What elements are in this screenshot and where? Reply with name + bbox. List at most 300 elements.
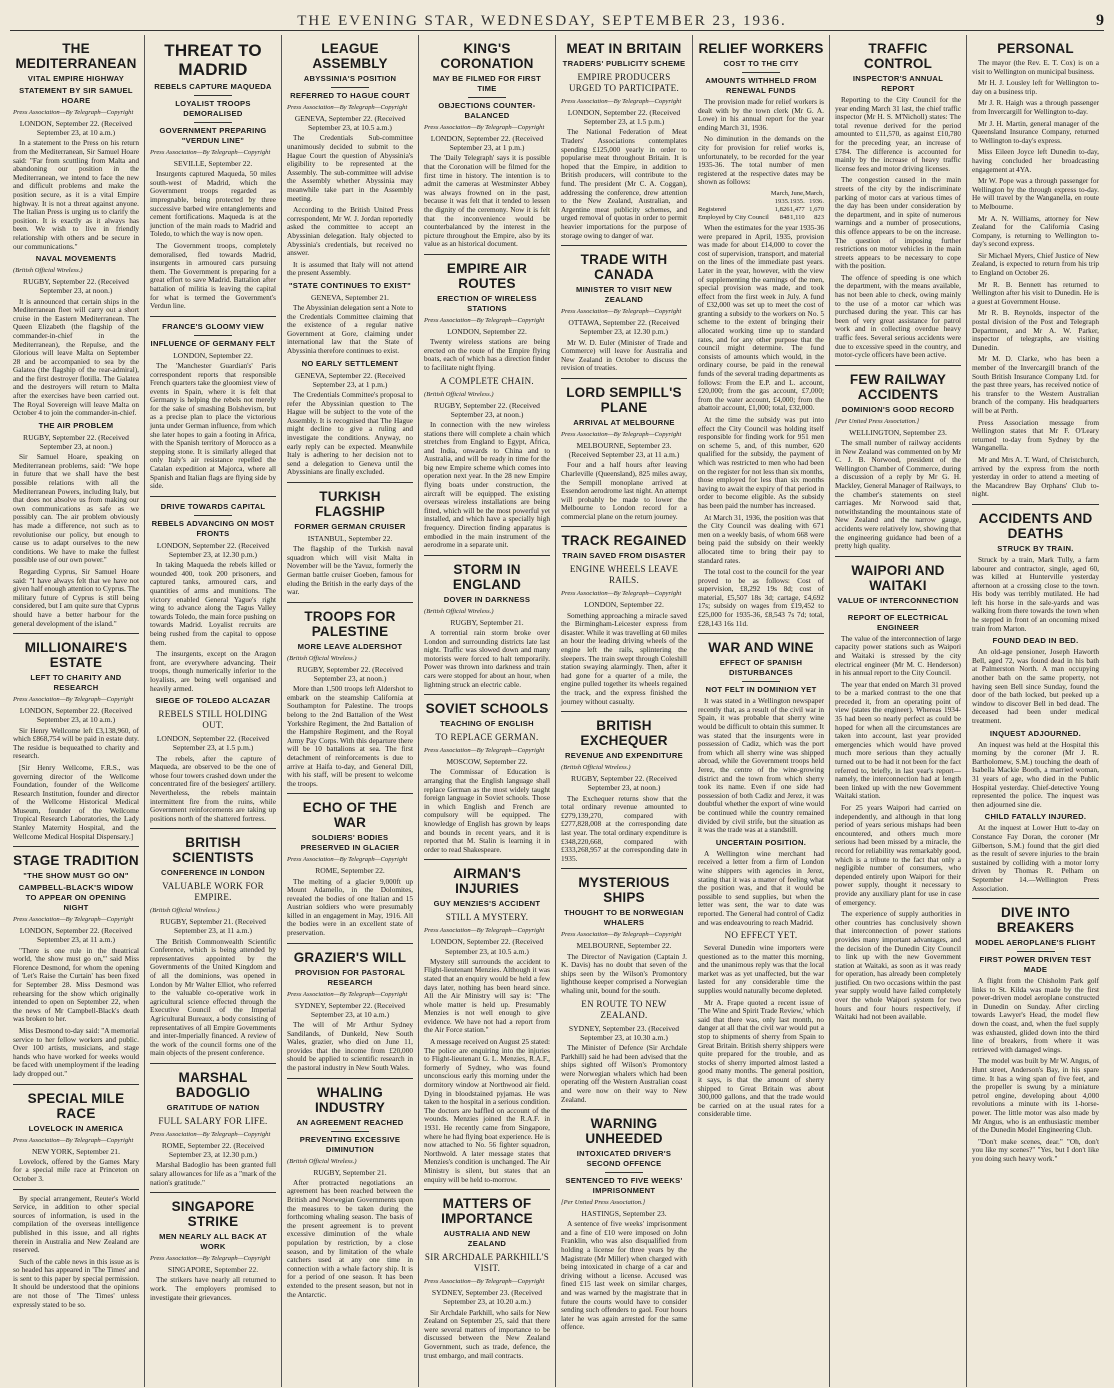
headline: AIRMAN'S INJURIES — [453, 866, 521, 897]
dateline: WELLINGTON, September 23. — [849, 427, 947, 437]
article-paragraph: Reporting to the City Council for the year ending March 31 last, the chief traffic inspector (Mr H. S. M'Nicholl) states: The total revenue derived for the period amounted to £11,570, as against £10,780 for the preceding year, an increase of £784. The difference is accounted for mainly by the increase of heavy traffic license fees and motor driving licenses. — [835, 95, 961, 173]
article-paragraph: Sir Michael Myers, Chief Justice of New Zealand, is expected to return from his trip to England on October 26. — [972, 250, 1099, 278]
table-cell: 1935. — [789, 197, 805, 205]
dateline: LONDON, September 22. — [447, 326, 527, 336]
article-paragraph: Regarding Cyprus, Sir Samuel Hoare said: "I have always felt that we have not given half enough attention to Cyprus. The military future of Cyprus is still being considered, but I am quite sure that Cyprus should have a better harbour for the general development of the island." — [13, 566, 139, 628]
headline-dash — [194, 122, 232, 123]
article-paragraph: Mr R. B. Reynolds, inspector of the postal division of the Post and Telegraph Department, and Mr A. W. Parker, inspector of telegraphs, are visiting Dunedin. — [972, 308, 1099, 352]
table-row — [698, 198, 824, 206]
article-paragraph: Four and a half hours after leaving Charleville (Queensland), 825 miles away, the Sempill monoplane arrived at Essendon aerodrome last night. An attempt will probably be made to lower the Melbourne to London record for a commercial plane on the return journey. — [561, 460, 687, 521]
subheadline: GRATITUDE OF NATION — [166, 1103, 260, 1112]
masthead — [10, 4, 1104, 31]
credit-line: Press Association—By Telegraph—Copyright — [561, 308, 682, 316]
dateline: LONDON, September 22. (Received September 23, at 10.5 a.m.) — [430, 937, 544, 956]
article-paragraph: It is assumed that Italy will not attend the present Assembly. — [287, 259, 413, 278]
article-paragraph: The small number of railway accidents in New Zealand was commented on by Mr C. J. B. Norwood, president of the Wellington Chamber of Commerce, during a discussion of a reply by Mr G. H. Mackley, General Manager of Railways, to the chamber's statements on steel carriages. Mr Norwood said that, notwithstanding the mountainous state of New Zealand and the narrow gauge, accidents were relatively low, showing that the engineering guidance had been of a pretty high quality. — [835, 438, 961, 551]
subheadline: MAY BE FILMED FOR FIRST TIME — [432, 74, 542, 93]
headline: SOVIET SCHOOLS — [425, 701, 549, 717]
headline-dash — [879, 609, 917, 610]
article-paragraph: The 'Daily Telegraph' says it is possible that the Coronation will be filmed for the first time in history. The intention is to admit the cameras at Westminster Abbey was always frowned on in the past, because it was felt that it tended to lessen the dignity of the ceremony. Now it is felt that the inconvenience would be counterbalanced by the interest in the picture throughout the Empire, also by its value as an historical document. — [424, 153, 550, 249]
headline: LEAGUE ASSEMBLY — [312, 41, 388, 71]
article-paragraph: A Wellington wine merchant had received a letter from a firm of London wine shippers with agencies in Jerez, stating that it was a matter of feeling what the position was, and that it would be possible to send supplies, but when the letter was sent, the war to date was reported. The General had control of Cadiz and was endeavouring to reach Madrid. — [698, 848, 824, 927]
headline: WAIPORI AND WAITAKI — [851, 562, 945, 593]
headline: MILLIONAIRE'S ESTATE — [24, 640, 128, 671]
article-paragraph: Marshal Badoglio has been granted full salary allowances for life as a "mark of the nation's gratitude." — [150, 1160, 276, 1187]
article-paragraph: Mr and Mrs A. T. Ward, of Christchurch, arrived by the express from the north yesterday in order to attend a meeting of the Macandrew Bay Orphans' Club to-night. — [972, 454, 1099, 499]
subheadline: NAVAL MOVEMENTS — [35, 254, 117, 264]
deck: VALUABLE WORK FOR EMPIRE. — [162, 881, 264, 903]
article-paragraph: The melting of a glacier 9,000ft up Mount Adamello, in the Dolomites, revealed the bodies of one Italian and 15 Austrian soldiers who were presumably killed in an engagement in May, 1916. All the bodies were in an excellent state of preservation. — [287, 876, 413, 938]
article-paragraph: Something approaching a miracle saved the Birmingham-Leicester express from disaster. While it was travelling at 60 miles an hour the leading driving wheels of the engine left the rails, splintering the sleepers. The train swept through Coleshill station swaying alarmingly. Then, after it had gone for a quarter of a mile, the engine pulled together its wheels regained the track, and the express finished the journey without casualty. — [561, 610, 687, 706]
subheadline: DOMINION'S GOOD RECORD — [841, 404, 955, 414]
article-paragraph: The Exchequer returns show that the total ordinary revenue amounted to £279,139,270, compared with £277,828,008 at the corresponding date last year. The total ordinary expenditure is £348,220,668, compared with £333,268,957 at the corresponding date in 1935. — [561, 793, 687, 863]
article-paragraph: Mr H. J. Lousley left for Wellington to-day on a business trip. — [972, 78, 1099, 96]
credit-line: (British Official Wireless.) — [561, 764, 631, 772]
article-paragraph: The experience of supply authorities in other countries has conclusively shown that interconnection of power stations provides many important advantages, and the decision of the Dunedin City Council to link up with the new Government station at Waitaki, as soon as it was ready for operation, has already been completely justified. On two occasions within the past year supply would have failed completely over the whole Waipori system for two hours and four hours respectively, if Waitaki had not been available. — [835, 909, 961, 1022]
article-paragraph: For 25 years Waipori had carried on independently, and although in that long period of years serious mishaps had been encountered, and others much more serious had been missed by a miracle, the record for reliability was remarkably good, which is a tribute to the fact that only a negligible number of consumers, who depended entirely upon Waipori for their power supply, thought it necessary to provide any auxiliary plant for use in case of emergency. — [835, 803, 961, 907]
table-cell: 1935. — [774, 197, 790, 205]
credit-line: Press Association—By Telegraph—Copyright — [150, 1255, 271, 1263]
article-separator — [287, 602, 413, 603]
headline: EMPIRE AIR ROUTES — [446, 260, 528, 291]
dateline: SYDNEY, September 23. (Received September 23, at 10.30 a.m.) — [568, 1023, 680, 1042]
credit-line: Press Association—By Telegraph—Copyright — [424, 747, 545, 755]
headline: WARNING UNHEEDED — [585, 1116, 663, 1147]
article-paragraph: The model was built by Mr W. Angus, of Hunt street, Anderson's Bay, in his spare time. It has a wing span of five feet, and the propeller is swung by a miniature petrol engine, developing about 4,000 revolutions a minute with its 1-horse-power. The little motor was also made by Mr Angus, who is an enthusiastic member of the Dunedin Model Engineering Club. — [972, 1056, 1099, 1135]
article-separator — [13, 1189, 139, 1190]
article-paragraph: No diminution in the demands on the city for provision for relief works is, unfortunately, to be recorded for the year 1935-36. The total number of men registered at the respective dates may be shown as follows: — [698, 134, 824, 187]
subheadline: MEN NEARLY ALL BACK AT WORK — [159, 1232, 267, 1252]
headline: WAR AND WINE — [708, 640, 814, 656]
article-paragraph: An old-age pensioner, Joseph Haworth Bell, aged 72, was found dead in his bath at Palmerston North. A man occupying another bath on the same property, not having seen Bell since Sunday, found the door of the bath locked, but peeked up a window to discover Bell in bed dead. The deceased had been under medical treatment. — [972, 647, 1099, 725]
headline: STAGE TRADITION — [13, 853, 139, 869]
deck: FULL SALARY FOR LIFE. — [158, 1116, 268, 1126]
credit-line: Press Association—By Telegraph—Copyright — [561, 98, 682, 105]
article-paragraph: Mr A. N. Williams, attorney for New Zealand for the California Casing Company, is returning to Wellington to-day's second express. — [972, 213, 1099, 249]
subheadline: REVENUE AND EXPENDITURE — [564, 751, 683, 761]
headline: THREAT TO MADRID — [164, 41, 262, 79]
credit-line: Press Association—By Telegraph—Copyright — [424, 124, 545, 131]
page-number: 9 — [1096, 12, 1104, 29]
headline: GRAZIER'S WILL — [293, 949, 407, 965]
deck: TO REPLACE GERMAN. — [435, 732, 539, 743]
article-paragraph: Mystery still surrounds the accident to Flight-lieutenant Menzies. Although it was stated that an enquiry would be held a few days later, nothing has been heard since. All the Air Ministry will say is: "The whole matter is held up. Presumably Menzies is not well enough to give evidence. We have not had a report from the Air Force station." — [424, 956, 550, 1035]
article-paragraph: The provision made for relief workers is dealt with by the town clerk (Mr G. A. Lowe) in his annual report for the year ending March 31, 1936. — [698, 97, 824, 132]
article-paragraph: According to the British United Press correspondent, Mr W. J. Jordan reportedly asked the committee to accept an Abyssinian delegation. Italy objected to Abyssinia's credentials, but received no answer. — [287, 205, 413, 258]
subheadline: VALUE OF INTERCONNECTION — [837, 595, 959, 605]
article-separator — [287, 943, 413, 944]
headline: FEW RAILWAY ACCIDENTS — [849, 371, 947, 402]
subheadline: SENTENCED TO FIVE WEEKS' IMPRISONMENT — [565, 1176, 683, 1196]
table-cell — [698, 198, 770, 206]
credit-line: Press Association—By Telegraph—Copyright — [13, 916, 134, 924]
article-paragraph: Mr W. Pope was a through passenger for Wellington by the through express to-day. He will travel by the Wanganella, en route to Melbourne. — [972, 176, 1099, 211]
headline: TRADE WITH CANADA — [580, 252, 668, 283]
article-separator — [561, 378, 687, 379]
subheadline: AN AGREEMENT REACHED — [296, 1117, 404, 1127]
headline: ECHO OF THE WAR — [302, 800, 398, 831]
article-paragraph: In a statement to the Press on his return from the Mediterranean, Sir Samuel Hoare said: "Far from scuttling from Malta and abandoning our position in the Mediterranean, we intend to face the new and difficult problems and make the position secure, as it is a vital Empire highway. It is not a threat against anyone. The Italian Press is urging us to clarify the position. It is exactly as it always has been. We wish to live in friendly relationship with others and be secure in our communications." — [13, 138, 139, 251]
table-cell: 1936. — [809, 197, 824, 205]
subheadline: LOVELOCK IN AMERICA — [28, 1123, 124, 1133]
deck: STILL A MYSTERY. — [445, 912, 529, 923]
article-separator — [424, 254, 550, 255]
deck: NO EFFECT YET. — [724, 930, 798, 941]
subheadline: AMOUNTS WITHHELD FROM RENEWAL FUNDS — [705, 76, 817, 95]
subheadline: TRAIN SAVED FROM DISASTER — [562, 551, 686, 561]
credit-line: [Per United Press Association.] — [835, 417, 920, 425]
headline-dash — [468, 97, 506, 98]
subheadline: ABYSSINIA'S POSITION — [303, 74, 397, 83]
credit-line: (British Official Wireless.) — [287, 654, 357, 662]
article-separator — [287, 793, 413, 794]
dateline: LONDON, September 22. — [173, 350, 253, 360]
dateline: GENEVA, September 21. — [311, 292, 389, 302]
headline: LORD SEMPILL'S PLANE — [566, 384, 682, 415]
dateline: SYDNEY, September 23. (Received September 23, at 10.20 a.m.) — [431, 1288, 543, 1307]
subheadline: FIRST POWER DRIVEN TEST MADE — [979, 955, 1092, 975]
article-paragraph: The flagship of the Turkish naval squadron which will visit Malta in November will be the Yavuz, formerly the German battle cruiser Goeben, famous for eluding the British in the early days of the war. — [287, 544, 413, 597]
subheadline: CHILD FATALLY INJURED. — [984, 812, 1087, 822]
article-paragraph: The mayor (the Rev. E. T. Cox) is on a visit to Wellington on municipal business. — [972, 58, 1099, 76]
article-paragraph: The offence of speeding is one which the department, with the means available, has not been able to check, owing mainly to the use of a motor car which was purchased during the year. This car has been of very great assistance for patrol work and in collecting overdue heavy traffic fees. Several serious accidents were due to excessive speed in the country, and motor-cycle officers have been active. — [835, 272, 961, 360]
subheadline: VITAL EMPIRE HIGHWAY — [27, 74, 125, 83]
article-paragraph: A torrential rain storm broke over London and surrounding districts late last night. Traffic was slowed down and many motorists were forced to halt temporarily. Power was thrown into darkness and train cars were stopped for about an hour, when lightning struck an electric cable. — [424, 628, 550, 689]
headline: MARSHAL BADOGLIO — [175, 1070, 251, 1100]
headline: SPECIAL MILE RACE — [27, 1090, 125, 1121]
credit-line: Press Association—By Telegraph—Copyright — [13, 696, 134, 704]
credit-line: Press Association—By Telegraph—Copyright — [287, 104, 408, 111]
table-cell: Registered — [698, 205, 727, 213]
article-paragraph: Miss Desmond to-day said: "A memorial service to her fellow workers and public. Over 100 artists, musicians, and stage hands who have worked for weeks would be faced with unemployment if the leading lady dropped out." — [13, 1026, 139, 1078]
dateline: LONDON, September 22. (Received September 23, at 10 a.m.) — [19, 706, 133, 725]
article-paragraph: The insurgents, except on the Aragon front, are everywhere advancing. Their troops, though numerically inferior to the loyalists, are being well organised and heavily armed. — [150, 649, 276, 693]
table-cell: 1,670 — [809, 205, 824, 213]
dateline: MELBOURNE, September 23. (Received September 23, at 11 a.m.) — [568, 440, 680, 460]
article-separator — [150, 316, 276, 317]
headline: TROOPS FOR PALESTINE — [304, 608, 396, 639]
subheadline: LOYALIST TROOPS DEMORALISED — [175, 99, 251, 118]
headline: SINGAPORE STRIKE — [171, 1199, 255, 1230]
credit-line: Press Association—By Telegraph—Copyright — [287, 856, 408, 864]
article-paragraph: After protracted negotiations an agreement has been reached between the British and Norwegian Governments upon the measures to be taken during the forthcoming whaling season. The basis of the present agreement is to prevent excessive diminution of the whale population by restriction, by a close season, and by limitation of the whale catchers used at any one time in connection with a whale factory ship. It is for a period of one season. It has been extended to the present season, but not in the Antarctic. — [287, 1177, 413, 1299]
article-paragraph: [Sir Henry Wellcome, F.R.S., was governing director of the Wellcome Foundation, founder of the Wellcome Research Institution, founder and director of the Wellcome Historical Medical Museum, founder of the Wellcome Tropical Research Laboratories, the Lady Stanley Maternity Hospital, and the Wellcome Medical Hospital Dispensary.] — [13, 762, 139, 841]
dateline: MELBOURNE, September 22. — [576, 941, 672, 951]
article-paragraph: The value of the interconnection of large capacity power stations such as Waipori and Waitaki is stressed by the city electrical engineer (Mr M. C. Henderson) in his annual report to the City Council. — [835, 633, 961, 678]
dateline: GENEVA, September 22. (Received September 23, at 10.5 a.m.) — [294, 114, 406, 133]
article-separator — [13, 633, 139, 634]
article-separator — [835, 365, 961, 366]
dateline: ROME, September 22. — [315, 866, 385, 876]
headline: MATTERS OF IMPORTANCE — [441, 1196, 533, 1227]
article-paragraph: The strikers have nearly all returned to work. The employers promised to investigate their grievances. — [150, 1275, 276, 1302]
article-paragraph: Twenty wireless stations are being erected on the route of the Empire flying boats, each of which has a direction finder to facilitate night flying. — [424, 337, 550, 372]
article-paragraph: Sir Archdale Parkhill, who sails for New Zealand on September 25, said that there were several matters of importance to be discussed between the New Zealand Government, such as trade, defence, the trust embargo, and mail contracts. — [424, 1307, 550, 1360]
article-separator — [424, 859, 550, 860]
table-cell: 1,477 — [789, 205, 805, 213]
credit-line: (British Official Wireless.) — [424, 607, 494, 615]
table-cell: March, — [770, 189, 790, 197]
article-paragraph: The congestion caused in the main streets of the city by the indiscriminate parking of motor cars at various times of the day has been under consideration by the department, and in spite of numerous warnings and a number of prosecutions, this offence appears to be on the increase. The question of imposing further restrictions on motor vehicles in the main streets appears to be necessary to cope with the position. — [835, 175, 961, 271]
credit-line: Press Association—By Telegraph—Copyright — [150, 149, 271, 156]
column-1 — [8, 35, 145, 1387]
subheadline: REPORT OF ELECTRICAL ENGINEER — [847, 612, 949, 632]
headline: BRITISH SCIENTISTS — [172, 835, 254, 866]
headline-dash — [194, 95, 232, 96]
subheadline: ERECTION OF WIRELESS STATIONS — [437, 293, 537, 313]
article-paragraph: More than 1,500 troops left Aldershot to embark on the steamship California at Southampton for Palestine. The troops belong to the 2nd Battalion of the West Yorkshire Regiment, the 2nd Battalion of the Hampshire Regiment, and the Royal Army Pay Corps. With this departure there will be 10 battalions at sea. The first detachment of reinforcements is due to arrive at Haifa to-day, and General Dill, with his staff, will be present to welcome the troops. — [287, 684, 413, 788]
dateline: ROME, September 22. (Received September 23, at 12.30 p.m.) — [161, 1141, 265, 1160]
article-paragraph: The rebels, after the capture of Maqueda, are observed to be the one of whose four towers crashed down under the concentrated fire of the besiegers' artillery. Nevertheless, the rebels maintain intermittent fire from the ruins, while Government reinforcements are taking up positions north of the shattered fortress. — [150, 753, 276, 823]
headline: TRACK REGAINED — [561, 533, 687, 549]
subheadline: COST TO THE CITY — [723, 59, 799, 68]
subheadline: PROVISION FOR PASTORAL RESEARCH — [294, 967, 406, 987]
subheadline: THE AIR PROBLEM — [38, 420, 114, 430]
article-separator — [150, 1192, 276, 1193]
article-paragraph: The Government troops, completely demoralised, fled towards Madrid, insurgents in armoured cars pursuing them. The Government is preparing for a great effort to save Madrid. Battalion after battalion of militia is leaving the capital for what is termed the Government's Verdun line. — [150, 240, 276, 311]
credit-line: Press Association—By Telegraph—Copyright — [561, 430, 682, 438]
credit-line: Press Association—By Telegraph—Copyright — [561, 931, 682, 939]
article-paragraph: The British Commonwealth Scientific Conference, which is being attended by representatives appointed by the Governments of the United Kingdom and of all the dominions, was opened in London by Mr Walter Elliot, who referred to the valuable co-operative work in agricultural science effected through the Executive Council of the Imperial Agricultural Bureaux, a body consisting of representatives of all Empire Governments and inter-Imperially financed. A review of the work of the council forms one of the main objects of the present conference. — [150, 936, 276, 1058]
subheadline: TEACHING OF ENGLISH — [440, 719, 534, 729]
article-paragraph: Mr M. D. Clarke, who has been a member of the Invercargill branch of the South British Insurance Company Ltd. for the past three years, has received notice of his transfer to the Western Australian branch of the company. His headquarters will be at Perth. — [972, 354, 1099, 415]
subheadline: CAMPBELL-BLACK'S WIDOW TO APPEAR ON OPENING NIGHT — [18, 883, 134, 913]
article-paragraph: A sentence of five weeks' imprisonment and a fine of £10 were imposed on John Franklin, who was also disqualified from holding a license for three years by the Magistrate (Mr Miller) when charged with being intoxicated in charge of a car and driving without a license. Accused was fined £15 last week on similar charges, and was warned by the magistrate that in future the courts would have to consider sending such offenders to gaol. Four hours later he was again arrested for the same offence. — [561, 1219, 687, 1332]
table-cell: 823 — [814, 213, 824, 221]
subheadline: GOVERNMENT PREPARING "VERDUN LINE" — [159, 126, 267, 145]
table-cell: 848 — [779, 213, 790, 221]
headline: STORM IN ENGLAND — [452, 561, 522, 592]
credit-line: (British Official Wireless.) — [424, 390, 494, 398]
dateline: LONDON, September 22. (Received September 23, at 10 a.m.) — [19, 119, 133, 138]
article-paragraph: Press Association message from Wellington states that Mr F. O'Leary returned to-day from Sydney by the Wanganella. — [972, 417, 1099, 453]
subheadline: THOUGHT TO BE NORWEGIAN WHALERS — [564, 908, 684, 928]
article-paragraph: The Director of Navigation (Captain J. K. Davis) has no doubt that seven of the ships seen by the Wilson's Promontory lighthouse keeper comprised a Norwegian whaling unit, bound for the south. — [561, 951, 687, 995]
subheadline: "STATE CONTINUES TO EXIST" — [288, 280, 412, 290]
article-paragraph: A flight from the Chisholm Park golf links to St. Kilda was made by the first power-driven model aeroplane constructed in Dunedin on Sunday. After circling towards Lawyer's Head, the model flew down the coast, and, when the fuel supply was exhausted, glided down into the third line of breakers, from where it was retrieved with damaged wings. — [972, 976, 1099, 1054]
article-paragraph: "Don't make scenes, dear." "Oh, don't you like my scenes?" "Yes, but I don't like you doing such heavy work." — [972, 1136, 1099, 1163]
dateline: LONDON, September 22. (Received September 23, at 1 p.m.) — [430, 134, 544, 153]
masthead-title: THE EVENING STAR, WEDNESDAY, SEPTEMBER 23, 1936. — [297, 13, 787, 29]
credit-line: Press Association—By Telegraph—Copyright — [424, 927, 545, 935]
article-paragraph: The National Federation of Meat Traders' Associations contemplates spending £125,000 yearly in order to popularise meat throughout Britain. It is hoped that the Empire, in addition to British producers, will contribute to the fund. The president (Mr C. A. Coggan), addressing the conference, drew attention to the New Zealand, Australian, and Argentine meat publicity schemes, and urged removal of quotas in order to permit heavier importations for the purpose of storage owing to danger of war. — [561, 127, 687, 240]
article-paragraph: An inquest was held at the Hospital this morning by the coroner (Mr J. R. Bartholomew, S.M.) touching the death of Isabella Mackie Booth, a married woman, 31 years of age, who died in the Public Hospital yesterday. Chief-detective Young represented the police. The inquest was then adjourned sine die. — [972, 739, 1099, 809]
article-separator — [150, 496, 276, 497]
subheadline: EFFECT OF SPANISH DISTURBANCES — [719, 658, 803, 678]
article-paragraph: Sir Samuel Hoare, speaking on Mediterranean problems, said: "We hope in future that we shall have the best possible relations with all the Mediterranean Powers, including Italy, but that does not absolve us from making our own communications as safe as we possibly can. The air problem obviously has made a difference, not such as to revolutionise our policy, but enough to cause us to adapt ourselves to the new conditions. We have to make the fullest possible use of our own power." — [13, 452, 139, 565]
article-paragraph: In taking Maqueda the rebels killed or wounded 400, took 200 prisoners, and captured tanks, armoured cars, and quantities of arms and munitions. The victory enabled General Yague's right wing to advance along the Tagus Valley towards Toledo, the main force pushing on towards Madrid. Loyalist recruits are being rushed from the capital to oppose them. — [150, 560, 276, 647]
article-paragraph: Insurgents captured Maqueda, 50 miles south-west of Madrid, which the Government troops regarded as impregnable, being protected by three successive barbed wire entanglements and cement fortifications. Maqueda is at the junction of the main roads to Madrid and Toledo, to which the way is now open. — [150, 169, 276, 239]
dateline: LONDON, September 22. — [584, 600, 664, 610]
headline: MYSTERIOUS SHIPS — [578, 875, 670, 906]
headline-dash — [194, 515, 232, 516]
table-cell — [698, 190, 770, 198]
dateline: SEVILLE, September 22. — [173, 159, 253, 168]
article-paragraph: The Commissar of Education is arranging that the English language shall replace German as the most widely taught foreign language in Soviet schools. Those in which English and French are compulsory will be equipped. The knowledge of English has grown by leaps and bounds in recent years, and it is reported that M. Stalin is learning it in order to read Shakespeare. — [424, 767, 550, 854]
article-paragraph: Mr J. R. Haigh was a through passenger from Invercargill for Wellington to-day. — [972, 98, 1099, 116]
subheadline: LEFT TO CHARITY AND RESEARCH — [30, 673, 122, 693]
table-cell: Employed by City Council — [698, 213, 769, 221]
subheadline: NOT FELT IN DOMINION YET — [705, 685, 817, 695]
article-separator — [150, 828, 276, 829]
dateline: MOSCOW, September 22. — [446, 757, 528, 767]
column-2 — [145, 35, 282, 1387]
headline: PERSONAL — [997, 41, 1074, 56]
credit-line: (British Official Wireless.) — [287, 1157, 357, 1165]
subheadline: CONFERENCE IN LONDON — [161, 868, 265, 878]
subheadline: GUY MENZIES'S ACCIDENT — [433, 899, 541, 909]
subheadline: ARRIVAL AT MELBOURNE — [573, 417, 675, 427]
subheadline: PREVENTING EXCESSIVE DIMINUTION — [299, 1134, 401, 1154]
article-paragraph: Struck by a train, Mark Tully, a farm labourer and contractor, single, aged 60, was killed at Hunterville yesterday afternoon at a crossing close to the town. His body was terribly mutilated. He had left his horse in the sale-yards and was walking from there towards the town when he stepped in front of an oncoming mixed train from Marton. — [972, 554, 1099, 633]
article-paragraph: Several Dunedin wine importers were questioned as to the matter this morning, and the unanimous reply was that the local market was as yet unaffected, but the war lasted for any considerable time the supplies would naturally become depleted. — [698, 943, 824, 996]
dateline: LONDON, September 22. (Received September 23, at 1.5 p.m.) — [156, 734, 270, 753]
subheadline: TRADERS' PUBLICITY SCHEME — [562, 59, 686, 68]
article-paragraph: Mr W. D. Euler (Minister of Trade and Commerce) will leave for Australia and New Zealand in October to discuss the revision of treaties. — [561, 337, 687, 373]
credit-line: (British Official Wireless.) — [150, 907, 220, 915]
article-separator — [972, 504, 1099, 505]
table-row — [698, 206, 824, 214]
deck: REBELS STILL HOLDING OUT. — [158, 709, 268, 731]
article-paragraph: The Abyssinian delegation sent a Note to the Credentials Committee claiming that the existence of a regular native Government at Gore, claiming under international law that the State of Abyssinia therefore continues to exist. — [287, 303, 413, 356]
dateline: LONDON, September 22. (Received September 23, at 12.30 p.m.) — [156, 540, 270, 560]
dateline: RUGBY, September 21. — [313, 1167, 387, 1177]
dateline: OTTAWA, September 22. (Received September 23, at 12.30 p.m.) — [568, 318, 680, 337]
headline-dash — [331, 87, 369, 88]
subheadline: REBELS CAPTURE MAQUEDA — [154, 82, 272, 91]
dateline: SYDNEY, September 22. (Received September 23, at 10 a.m.) — [294, 1000, 406, 1019]
column-7 — [830, 35, 967, 1387]
subheadline: INFLUENCE OF GERMANY FELT — [150, 338, 276, 348]
article-paragraph: At March 31, 1936, the position was that the City Council was dealing with 671 men on a weekly basis, of whom 668 were being paid the subsidy on their weekly allocated time to bring their pay to standard rates. — [698, 512, 824, 565]
dateline: RUGBY, September 22. (Received September 23, at noon.) — [297, 664, 403, 683]
dateline: LONDON, September 22. (Received September 23, at 1.5 p.m.) — [567, 108, 681, 127]
subheadline: REFERRED TO HAGUE COURT — [290, 91, 410, 100]
dateline: RUGBY, September 21. — [450, 617, 524, 627]
table-row — [698, 214, 824, 222]
subheadline: SIEGE OF TOLEDO ALCAZAR — [155, 696, 271, 706]
headline: KING'S CORONATION — [440, 41, 534, 71]
dateline: RUGBY, September 22. (Received September 23, at noon.) — [571, 774, 677, 793]
article-paragraph: The 'Manchester Guardian's' Paris correspondent reports that responsible French quarters take the gloomiest view of events in Spain, where it is felt that Germany is helping the rebels not merely for the sake of smashing Bolshevism, but as a precise plan to place the victorious junta under German influence, from which she later hopes to gain a footing in Africa, with the Spanish territory of Morocco as a stepping stone. It is similarly alleged that only Italy's air resistance repelled the Catalan expedition at Majorca, where all Spanish and Italian flags are flying side by side. — [150, 360, 276, 491]
article-paragraph: By special arrangement, Reuter's World Service, in addition to other special sources of information, is used in the compilation of the overseas intelligence published in this issue, and all rights therein in Australia and New Zealand are reserved. — [13, 1193, 139, 1255]
column-3 — [282, 35, 419, 1387]
article-separator — [424, 555, 550, 556]
subheadline: "THE SHOW MUST GO ON" — [23, 871, 129, 881]
subheadline: FRANCE'S GLOOMY VIEW — [162, 321, 264, 331]
credit-line: (British Official Wireless.) — [13, 267, 83, 275]
article-paragraph: Such of the cable news in this issue as is so headed has appeared in 'The Times' and is sent to this paper by special permission. It should be understood that the opinions are not those of 'The Times' unless expressly stated to be so. — [13, 1256, 139, 1309]
dateline: ISTANBUL, September 22. — [307, 534, 393, 544]
credit-line: Press Association—By Telegraph—Copyright — [13, 1136, 134, 1144]
article-paragraph: The total cost to the council for the year proved to be as follows: Cost of supervision, £8,292 19s 8d; cost of material, £5,507 18s 3d; cartage, £4,692 17s; subsidy on wages from £19,452 to £25,000 for 1935-36, £8,543 7s 7d; total, £28,143 16s 11d. — [698, 567, 824, 628]
article-paragraph: At the time the subsidy was put into effect the City Council was holding itself responsible for finding work for 951 men on scheme 5, and, of this number, 620 qualified for the subsidy, the payment of which was restricted to men who had been on the register for not less than six months, those employed for less than six months having to await the expiry of that period in order to become eligible. As the subsidy has been paid the number has increased. — [698, 415, 824, 510]
headline: RELIEF WORKERS — [698, 41, 824, 56]
subheadline: SOLDIERS' BODIES PRESERVED IN GLACIER — [300, 833, 400, 853]
headline: THE MEDITERRANEAN — [15, 41, 137, 71]
table-row — [698, 190, 824, 198]
subheadline: MORE LEAVE ALDERSHOT — [297, 641, 403, 651]
subheadline: FORMER GERMAN CRUISER — [294, 522, 406, 532]
credit-line: Press Association—By Telegraph—Copyright — [424, 316, 545, 324]
credit-line: Press Association—By Telegraph—Copyright — [13, 109, 134, 116]
article-paragraph: At the inquest at Lower Hutt to-day on Constance Fay Doran, the coroner (Mr Gilbertson, S.M.) found that the girl died as the result of severe injuries to the brain sustained by colliding with a motor lorry driven by Thomas R. Pelham on September 14.—Wellington Press Association. — [972, 823, 1099, 893]
subheadline: STATEMENT BY SIR SAMUEL HOARE — [19, 86, 133, 105]
article-separator — [13, 846, 139, 847]
columns — [8, 35, 1106, 1387]
subheadline: OBJECTIONS COUNTER-BALANCED — [438, 101, 536, 120]
headline-dash — [331, 1131, 369, 1132]
subheadline: INQUEST ADJOURNED. — [989, 728, 1082, 738]
article-paragraph: The Credentials Sub-committee unanimously decided to submit to the Hague Court the question of Abyssinia's eligibility to be represented at the Assembly. The sub-committee will advise the Assembly whether Abyssinia may meanwhile take part in the Assembly meeting. — [287, 133, 413, 203]
subheadline: INTOXICATED DRIVER'S SECOND OFFENCE — [576, 1149, 672, 1169]
headline-dash — [742, 72, 780, 73]
deck: EMPIRE PRODUCERS URGED TO PARTICIPATE. — [568, 72, 680, 93]
subheadline: STRUCK BY TRAIN. — [997, 543, 1074, 553]
dateline: RUGBY, September 22. (Received September 23, at noon.) — [23, 432, 129, 452]
article-separator — [150, 1063, 276, 1064]
subheadline: UNCERTAIN POSITION. — [715, 837, 807, 847]
article-separator — [561, 1109, 687, 1110]
headline: DIVE INTO BREAKERS — [996, 905, 1075, 936]
dateline: RUGBY, September 21. (Received September 23, at 11 a.m.) — [160, 917, 266, 936]
article-paragraph: The Credentials Committee's proposal to refer the Abyssinian question to The Hague will be subject to the vote of the Assembly. It is recognised that The Hague might decline to give a ruling and investigate the conditions. Anyway, no early reply can be expected. Meanwhile Italy is adhering to her decision not to send a delegation to Geneva until the Abyssinians are finally excluded. — [287, 390, 413, 477]
dateline: RUGBY, September 22. (Received September 23, at noon.) — [434, 400, 540, 419]
dateline: HASTINGS, September 23. — [581, 1209, 667, 1219]
article-paragraph: The Minister of Defence (Sir Archdale Parkhill) said he had been advised that the ships sighted off Wilson's Promontory were Norwegian whalers which had been operating off the Western Australian coast and were now on their way to New Zealand. — [561, 1042, 687, 1104]
dateline: LONDON, September 22. (Received September 23, at 11 a.m.) — [19, 926, 133, 945]
dateline: GENEVA, September 22. (Received September 23, at 1 p.m.) — [294, 370, 406, 389]
article-separator — [698, 633, 824, 634]
dateline: SINGAPORE, September 22. — [167, 1265, 259, 1275]
article-separator — [561, 711, 687, 712]
subheadline: MINISTER TO VISIT NEW ZEALAND — [575, 285, 673, 305]
article-paragraph: Lovelock, offered by the Games Mary for a special mile race at Princeton on October 3. — [13, 1156, 139, 1183]
deck: SIR ARCHDALE PARKHILL'S VISIT. — [424, 1252, 550, 1274]
column-6 — [693, 35, 830, 1387]
article-separator — [424, 1189, 550, 1190]
deck: ENGINE WHEELS LEAVE RAILS. — [569, 564, 679, 586]
headline: WHALING INDUSTRY — [314, 1084, 386, 1115]
relief-workers-table — [698, 190, 824, 222]
subheadline: INSPECTOR'S ANNUAL REPORT — [852, 74, 944, 93]
credit-line: Press Association—By Telegraph—Copyright — [150, 1131, 271, 1138]
article-paragraph: The will of Mr Arthur Sydney Sandilands, of Dunkeld, New South Wales, grazier, who died on June 11, provides that the income from £20,000 should be applied to scientific research in the pastoral industry in New South Wales. — [287, 1020, 413, 1073]
column-8 — [967, 35, 1104, 1387]
headline-dash — [1017, 951, 1055, 952]
subheadline: FOUND DEAD IN BED. — [992, 636, 1079, 646]
article-separator — [424, 694, 550, 695]
subheadline: DOVER IN DARKNESS — [443, 594, 531, 604]
article-paragraph: A message received on August 25 stated: The police are enquiring into the injuries to Flight-lieutenant G. L. Menzies, R.A.F., formerly of Sydney, who was found unconscious early this morning under the dormitory window at Northwood air field. Dying in bloodstained pyjamas. He was taken to the hospital in a serious condition. The doctors are baffled on account of the wounds. Menzies joined the R.A.F. in 1931. He recently came from Singapore, where he had flying boat experience. He is now attached to No. 56 fighter squadron, Northwold. A later message states that Menzies's condition is unchanged. The Air Ministry is silent, but states that an enquiry will be held to-morrow. — [424, 1037, 550, 1184]
subheadline: NO EARLY SETTLEMENT — [301, 358, 399, 368]
subheadline: AUSTRALIA AND NEW ZEALAND — [443, 1229, 531, 1249]
article-paragraph: When the estimates for the year 1935-36 were prepared in April, 1935, provision was made for about £14,000 to cover the cost of supervision, transport, and material on the lines of the immediate past years. Later in the year, however, with the view of supplementing the earnings of the men, special provision was made, and took effect from the first week in July. A fund of £32,000 was set up to meet the cost of granting a subsidy to the workers on No. 5 scheme to the extent of bringing their allocated working time up to standard rates, and for any other purpose that the council might determine. The fund consists of amounts which would, in the ordinary course, be paid in the renewal funds of the several trading departments as follows: From the E.P. and L. account, £20,000; from the gas account, £7,000; from the water account, £4,000; from the abattoir account, £1,000; total, £32,000. — [698, 222, 824, 413]
headline: TURKISH FLAGSHIP — [315, 489, 385, 520]
article-separator — [287, 482, 413, 483]
headline-dash — [194, 335, 232, 336]
credit-line: Press Association—By Telegraph—Copyright — [424, 1278, 545, 1286]
article-paragraph: It was stated in a Wellington newspaper recently that, as a result of the civil war in Spain, it was probable that sherry wine would be difficult to obtain this summer. It was stated that the insurgents were in possession of Cadiz, which was the port from which all sherry wine was shipped abroad, while the Government troops held Jerez, the centre of the wine-growing district and the town from which sherry took its name. Even if one side had possession of both Cadiz and Jerez, it was doubtful whether the export of wine would be continued while the country remained divided by civil strife, but the situation as it was the trade was at a standstill. — [698, 696, 824, 835]
credit-line: [Per United Press Association.] — [561, 1199, 646, 1207]
deck: EN ROUTE TO NEW ZEALAND. — [581, 998, 667, 1020]
article-paragraph: It is announced that certain ships in the Mediterranean fleet will carry out a short cruise in the Eastern Mediterranean. The Queen Elizabeth (the flagship of the commander-in-chief in the Mediterranean), the Repulse, and the Glorious will leave Malta on September 28 and be accompanied to sea by the Galatea (the flagship of the rear-admiral), and the first destroyer flotilla. The Galatea and the destroyers will return to Malta after the exercises have been carried out. The Royal Sovereign will leave Malta on October 4 to join the commander-in-chief. — [13, 296, 139, 418]
headline: ACCIDENTS AND DEATHS — [978, 510, 1093, 541]
article-paragraph: Sir Henry Wellcome left £3,138,960, of which £868,754 will be paid in estate duty. The residue is bequeathed to charity and research. — [13, 725, 139, 761]
subheadline: DRIVE TOWARDS CAPITAL — [160, 501, 266, 511]
article-paragraph: "There is one rule in the theatrical world, 'the show must go on,'" said Miss Florence Desmond, for whom the opening of 'Let's Raise the Curtain' has been fixed for September 28. Miss Desmond was rehearsing for the show which originally intended to open on September 22, when the news of Mr Campbell-Black's death was broken to her. — [13, 945, 139, 1024]
article-paragraph: Mr R. B. Bennett has returned to Wellington after his visit to Dunedin. He is a guest at Government House. — [972, 279, 1099, 306]
